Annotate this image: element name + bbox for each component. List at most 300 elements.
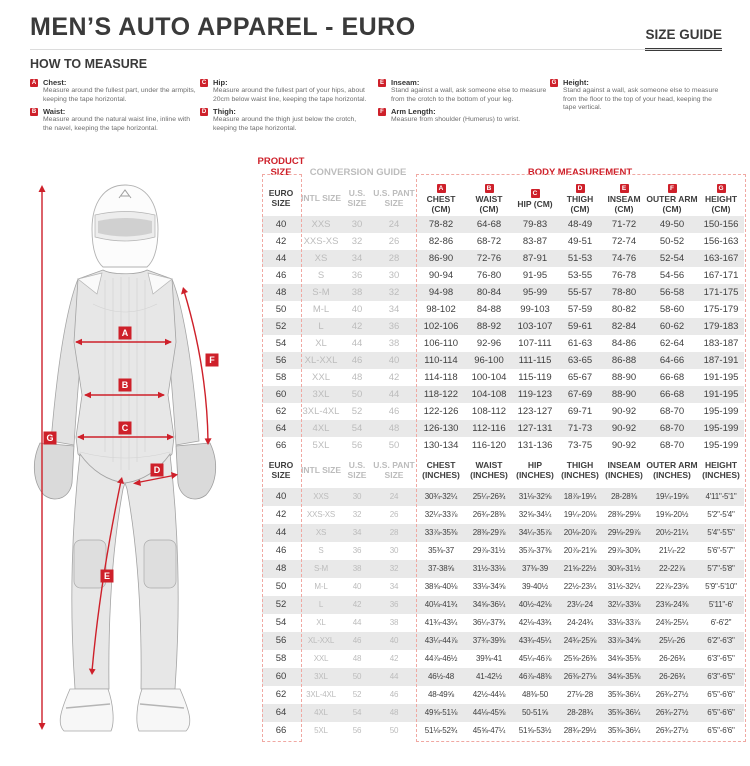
table-cell: 31½-33⅛ [466, 560, 512, 578]
helmet-visor-band [98, 218, 152, 237]
table-cell: 59-61 [558, 318, 602, 335]
measure-letter-badge: G [551, 80, 557, 86]
measure-letter-badge: A [31, 80, 37, 86]
table-cell: 54-56 [659, 269, 685, 281]
table-cell: 94-98 [416, 284, 466, 301]
table-cell: 50 [342, 386, 372, 403]
table-cell: 42 [342, 596, 372, 614]
column-header-cm: D THIGH (CM) [566, 184, 594, 214]
table-cell: 36¼-37¾ [472, 617, 506, 627]
column-letter-badge: C [531, 189, 540, 198]
table-cell: 88-92 [466, 318, 512, 335]
table-cell: XS [300, 250, 342, 267]
table-cell: 65-67 [567, 371, 593, 383]
table-cell: 71-72 [602, 216, 646, 233]
table-cell: 91-95 [522, 269, 548, 281]
table-cell: 23⅝-24⅜ [646, 596, 698, 614]
table-cell: 62 [275, 405, 287, 417]
table-cell: 69-71 [567, 405, 593, 417]
table-cell: 58 [275, 371, 287, 383]
column-header-inches: OUTER ARM (INCHES) [646, 460, 698, 480]
column-letter-badge: A [437, 184, 446, 193]
table-cell: 33⅞-35⅜ [416, 524, 466, 542]
table-cell: 5'7"-5'8" [698, 560, 744, 578]
svg-text:F: F [209, 355, 215, 366]
table-cell: 29⅞-30¾ [607, 545, 641, 555]
table-cell: 30 [342, 216, 372, 233]
column-header-inches: THIGH (INCHES) [561, 460, 599, 480]
table-cell: 44 [372, 668, 416, 686]
table-cell: 37⅜-39 [512, 560, 558, 578]
column-header-inches: WAIST (INCHES) [470, 460, 508, 480]
measure-description: Measure around the natural waist line, inline with the navel, keeping the tape horizontal. [43, 116, 190, 132]
table-cell: 6'5"-6'6" [698, 704, 744, 722]
column-header: INTL SIZE [301, 193, 341, 204]
table-cell: XXS-XS [303, 235, 339, 247]
table-cell: 175-179 [703, 303, 739, 315]
table-cell: 3XL-4XL [302, 405, 340, 417]
figure-right-glove [176, 443, 216, 499]
table-cell: 32¼-33⅛ [602, 596, 646, 614]
column-header-inches: INSEAM (INCHES) [605, 460, 643, 480]
column-header-cm: G HEIGHT (CM) [704, 184, 738, 214]
table-cell: 78-82 [416, 216, 466, 233]
table-cell: 90-92 [602, 420, 646, 437]
measure-label: Hip: [213, 78, 228, 87]
measure-letter-badge: F [378, 108, 386, 116]
table-cell: 52 [351, 405, 363, 417]
table-cell: 6'5"-6'6" [707, 689, 735, 699]
table-cell: 24¾-25⅝ [558, 632, 602, 650]
column-header: U.S. PANT SIZE [373, 460, 415, 480]
table-cell: 68-70 [646, 420, 698, 437]
table-cell: 127-131 [512, 420, 558, 437]
table-cell: 39⅜-41 [476, 653, 502, 663]
table-cell: 31⅛-32⅝ [512, 488, 558, 506]
table-cell: 30 [389, 545, 399, 555]
table-cell: 46 [388, 405, 400, 417]
table-cell: 54 [275, 337, 287, 349]
measure-description: Measure around the thigh just below the crotch, keeping the tape horizontal. [213, 116, 357, 132]
measurement-figure [8, 152, 258, 758]
column-header-cm: A CHEST (CM) [426, 184, 456, 214]
table-cell: 6'3"-6'5" [698, 668, 744, 686]
table-cell: 35⅞-37⅜ [518, 545, 552, 555]
table-cell: 45⅝-47¼ [472, 725, 506, 735]
table-cell: 71-73 [558, 420, 602, 437]
table-cell: 80-82 [611, 303, 637, 315]
table-cell: 187-191 [698, 352, 744, 369]
table-cell: 76-80 [476, 269, 502, 281]
table-cell: 116-120 [471, 439, 507, 451]
table-cell: 110-114 [416, 352, 466, 369]
table-cell: 30¾-31½ [602, 560, 646, 578]
svg-text:C: C [121, 423, 129, 434]
measure-label: Height: [563, 78, 589, 87]
table-cell: 38⅝-40⅛ [424, 581, 458, 591]
table-cell: 49-51 [567, 235, 593, 247]
table-cell: L [300, 596, 342, 614]
table-cell: 58-60 [659, 303, 685, 315]
table-cell: 88-90 [602, 386, 646, 403]
table-cell: 34⅝-36¼ [466, 596, 512, 614]
header-divider [30, 49, 722, 50]
table-cell: S [318, 545, 324, 555]
table-cell: 3XL-4XL [306, 689, 336, 699]
table-cell: 25⅝-26⅜ [563, 653, 597, 663]
table-cell: 86-90 [416, 250, 466, 267]
table-cell: 28¾-29½ [563, 725, 597, 735]
table-cell: 191-195 [703, 371, 739, 383]
table-cell: 50 [275, 581, 287, 593]
table-cell: 57-59 [567, 303, 593, 315]
table-cell: 32 [372, 560, 416, 578]
table-cell: 5'6"-5'7" [707, 545, 735, 555]
measure-letter-badge: B [31, 109, 37, 116]
table-cell: 102-106 [416, 318, 466, 335]
group-header-conversion: CONVERSION GUIDE [309, 166, 407, 178]
table-cell: 4XL [300, 420, 342, 437]
table-cell: 36 [372, 318, 416, 335]
table-cell: 90-92 [611, 439, 637, 451]
table-cell: 34 [389, 581, 399, 591]
table-cell: 195-199 [703, 405, 739, 417]
table-cell: 56-58 [646, 284, 698, 301]
table-cell: 48-49 [558, 216, 602, 233]
table-cell: 56 [262, 632, 300, 650]
measure-label: Inseam: [391, 78, 420, 87]
table-cell: 123-127 [517, 405, 553, 417]
measure-column [378, 78, 550, 136]
table-cell: 40 [262, 216, 300, 233]
table-cell: 60-62 [646, 318, 698, 335]
table-cell: 52 [352, 689, 362, 699]
svg-text:G: G [46, 433, 54, 444]
table-cell: 64-66 [646, 352, 698, 369]
table-cell: 63-65 [558, 352, 602, 369]
table-cell: 131-136 [517, 439, 553, 451]
table-cell: 32 [352, 509, 362, 519]
table-cell: 80-84 [466, 284, 512, 301]
size-guide-link[interactable]: SIZE GUIDE [645, 27, 722, 51]
table-cell: 30¾-32¼ [416, 488, 466, 506]
table-cell: XL-XXL [300, 352, 342, 369]
svg-text:B: B [121, 380, 129, 391]
measure-item [30, 78, 200, 104]
table-cell: 92-96 [476, 337, 502, 349]
column-letter-badge: G [718, 184, 724, 192]
table-cell: 22-22⅞ [646, 560, 698, 578]
table-cell: 20⅞-21⅝ [563, 545, 597, 555]
table-cell: 167-171 [703, 269, 739, 281]
table-cell: 3XL [300, 668, 342, 686]
measure-item [200, 107, 378, 133]
table-cell: 46 [389, 689, 399, 699]
table-cell: 67-69 [558, 386, 602, 403]
table-cell: 19¼-20⅛ [563, 509, 597, 519]
table-cell: 42½-44⅛ [472, 689, 506, 699]
figure-torso [74, 270, 176, 483]
measure-column [30, 78, 200, 136]
table-cell: 76-78 [611, 269, 637, 281]
table-cell: 5'2"-5'4" [707, 509, 735, 519]
table-cell: 36 [351, 269, 363, 281]
table-cell: 40⅛-41¾ [416, 596, 466, 614]
how-to-measure-heading: HOW TO MEASURE [30, 57, 148, 71]
size-table [257, 152, 744, 740]
measure-letter-badge: E [379, 80, 384, 86]
table-cell: 56 [352, 725, 362, 735]
table-cell: 40 [352, 581, 362, 591]
table-cell: 38 [389, 617, 399, 627]
table-cell: XL-XXL [300, 632, 342, 650]
table-cell: 24 [372, 216, 416, 233]
table-cell: 39-40½ [522, 581, 548, 591]
table-cell: 44 [262, 250, 300, 267]
table-cell: 32 [351, 235, 363, 247]
table-cell: 4XL [300, 704, 342, 722]
table-cell: 28⅜-29⅛ [607, 509, 641, 519]
table-cell: 48 [262, 284, 300, 301]
table-cell: 27⅛-28 [567, 689, 593, 699]
table-cell: 6'3"-6'5" [707, 653, 735, 663]
table-cell: 51-53 [558, 250, 602, 267]
table-cell: 29⅛-29⅞ [602, 524, 646, 542]
table-cell: 19⅝-20½ [655, 509, 689, 519]
table-cell: 60 [262, 668, 300, 686]
table-cell: 19¼-19⅝ [646, 488, 698, 506]
table-cell: 112-116 [466, 420, 512, 437]
measure-item [378, 78, 550, 104]
table-cell: 5XL [312, 439, 330, 451]
table-cell: 26-26¾ [659, 653, 685, 663]
table-cell: 41¾-43¼ [424, 617, 458, 627]
table-cell: 6'-6'2" [710, 617, 732, 627]
table-cell: 22½-23¼ [563, 581, 597, 591]
column-header: U.S. SIZE [347, 460, 367, 480]
table-cell: 55-57 [558, 284, 602, 301]
table-cell: 44 [372, 386, 416, 403]
table-cell: 78-80 [602, 284, 646, 301]
table-cell: L [300, 318, 342, 335]
column-letter-badge: F [668, 184, 677, 193]
table-cell: 119-123 [512, 386, 558, 403]
table-cell: 34 [342, 250, 372, 267]
table-cell: 64-68 [466, 216, 512, 233]
measure-letter-badge: D [201, 109, 207, 116]
table-cell: 53-55 [567, 269, 593, 281]
table-cell: 40 [372, 632, 416, 650]
column-header: U.S. SIZE [347, 188, 367, 208]
table-cell: 56 [351, 439, 363, 451]
table-cell: 5'4"-5'5" [698, 524, 744, 542]
column-header: EURO SIZE [268, 188, 294, 208]
table-cell: 107-111 [518, 337, 552, 349]
table-cell: 64 [262, 420, 300, 437]
table-cell: 44 [351, 337, 363, 349]
table-cell: 28-28¾ [558, 704, 602, 722]
table-cell: 40½-42⅛ [512, 596, 558, 614]
table-cell: 50-51⅝ [512, 704, 558, 722]
table-cell: XXL [313, 653, 329, 663]
table-cell: 38 [342, 284, 372, 301]
table-cell: 68-72 [476, 235, 502, 247]
figure-left-glove [34, 443, 74, 499]
measure-item [30, 107, 200, 133]
table-cell: 83-87 [522, 235, 548, 247]
table-cell: 23¼-24 [558, 596, 602, 614]
table-cell: 40 [262, 488, 300, 506]
table-cell: 48 [351, 371, 363, 383]
measure-column [200, 78, 378, 136]
table-cell: 103-107 [512, 318, 558, 335]
column-header: U.S. PANT SIZE [373, 188, 415, 208]
table-cell: 20½-21¼ [646, 524, 698, 542]
table-cell: 44⅞-46½ [424, 653, 458, 663]
table-cell: 82-84 [602, 318, 646, 335]
table-cell: 26¾-27½ [655, 725, 689, 735]
table-cell: 58 [275, 653, 287, 665]
table-cell: XXS [300, 488, 342, 506]
table-cell: 49-50 [646, 216, 698, 233]
table-cell: 95-99 [512, 284, 558, 301]
measure-label: Arm Length: [391, 107, 436, 117]
measure-item [378, 107, 550, 125]
table-cell: 56 [262, 352, 300, 369]
table-cell: 45¼-46⅞ [518, 653, 552, 663]
table-cell: 84-88 [476, 303, 502, 315]
column-header-cm: B WAIST (CM) [475, 184, 503, 214]
table-cell: 26⅜-27⅛ [558, 668, 602, 686]
table-cell: 33⅛-33⅞ [607, 617, 641, 627]
table-cell: 108-112 [471, 405, 507, 417]
table-cell: 99-103 [520, 303, 550, 315]
table-cell: 48 [372, 704, 416, 722]
table-cell: 87-91 [512, 250, 558, 267]
table-cell: 68-70 [659, 405, 685, 417]
table-cell: 64 [262, 704, 300, 722]
how-to-measure-columns [30, 78, 722, 136]
table-cell: 156-163 [703, 235, 739, 247]
table-cell: 66-68 [659, 371, 685, 383]
table-cell: 31½-32¼ [607, 581, 641, 591]
column-header-inches: HIP (INCHES) [516, 460, 554, 480]
table-cell: 122-126 [423, 405, 459, 417]
table-cell: 26¾-28⅜ [472, 509, 506, 519]
column-header-cm: E INSEAM (CM) [607, 184, 641, 214]
table-cell: 28 [372, 250, 416, 267]
table-cell: 29⅞-31½ [472, 545, 506, 555]
table-cell: 21⅝-22½ [558, 560, 602, 578]
table-cell: M-L [314, 581, 328, 591]
table-cell: 5'9"-5'10" [705, 581, 737, 591]
column-letter-badge: D [576, 184, 585, 193]
svg-text:E: E [103, 571, 111, 582]
table-cell: 34⅝-35⅜ [607, 653, 641, 663]
table-cell: 6'2"-6'3" [698, 632, 744, 650]
table-cell: 46½-48 [416, 668, 466, 686]
table-cell: 86-88 [602, 352, 646, 369]
table-cell: 100-104 [471, 371, 507, 383]
table-cell: 66 [275, 439, 287, 451]
table-cell: 26-26¾ [646, 668, 698, 686]
measure-description: Stand against a wall, ask someone else to measure from the floor to the top of your head, keeping the tape vertical. [563, 87, 719, 112]
table-cell: 4'11"-5'1" [698, 488, 744, 506]
table-cell: 50-52 [659, 235, 685, 247]
table-cell: 38 [342, 560, 372, 578]
table-cell: 96-100 [466, 352, 512, 369]
table-cell: 98-102 [426, 303, 456, 315]
table-cell: 195-199 [703, 439, 739, 451]
right-knee-pad [144, 540, 176, 588]
table-cell: 50 [389, 725, 399, 735]
table-cell: 48 [352, 653, 362, 663]
table-cell: 25¼-26 [646, 632, 698, 650]
table-cell: 28⅜-29⅞ [466, 524, 512, 542]
table-cell: 43¾-45¼ [512, 632, 558, 650]
table-cell: 24-24¾ [567, 617, 593, 627]
table-cell: 20⅛-20⅞ [558, 524, 602, 542]
table-cell: 5'11"-6' [698, 596, 744, 614]
table-cell: 21¼-22 [659, 545, 685, 555]
table-cell: 33⅞-34⅝ [602, 632, 646, 650]
table-cell: XL [315, 337, 327, 349]
column-letter-badge: B [485, 184, 494, 193]
svg-text:A: A [121, 328, 129, 339]
table-cell: 50 [388, 439, 400, 451]
table-cell: 126-130 [416, 420, 466, 437]
table-cell: 73-75 [567, 439, 593, 451]
table-cell: 104-108 [466, 386, 512, 403]
table-cell: 66-68 [646, 386, 698, 403]
table-cell: 33⅛-34⅝ [472, 581, 506, 591]
table-cell: 30 [388, 269, 400, 281]
measure-description: Measure from shoulder (Humerus) to wrist. [391, 116, 521, 124]
table-cell: 44 [352, 617, 362, 627]
column-header-cm: F OUTER ARM (CM) [646, 184, 698, 214]
table-cell: 36 [372, 596, 416, 614]
table-cell: 51⅝-53½ [518, 725, 552, 735]
table-cell: 106-110 [423, 337, 459, 349]
table-cell: 68-70 [659, 439, 685, 451]
table-cell: 42⅛-43¾ [518, 617, 552, 627]
table-cell: 66 [275, 725, 287, 737]
table-cell: 18⅞-19¼ [558, 488, 602, 506]
table-cell: XXL [312, 371, 330, 383]
table-cell: 44⅛-45⅝ [466, 704, 512, 722]
table-cell: 49⅝-51⅛ [416, 704, 466, 722]
table-cell: S-M [300, 560, 342, 578]
column-header: INTL SIZE [301, 465, 341, 476]
measure-item [550, 78, 722, 113]
table-cell: 62 [275, 689, 287, 701]
table-cell: 60 [262, 386, 300, 403]
table-cell: 50 [342, 668, 372, 686]
table-cell: 48⅜-50 [522, 689, 548, 699]
table-cell: 183-187 [703, 337, 739, 349]
table-cell: 26¾-27½ [655, 689, 689, 699]
measure-description: Measure around the fullest part of your hips, about 20cm below waist line, keeping the tape horizontal. [213, 87, 367, 103]
table-cell: 72-76 [466, 250, 512, 267]
table-cell: 114-118 [424, 371, 458, 383]
table-cell: 35⅜-36¼ [607, 689, 641, 699]
table-cell: XL [316, 617, 326, 627]
table-cell: 35⅜-36¼ [602, 704, 646, 722]
column-header-inches: HEIGHT (INCHES) [702, 460, 740, 480]
table-cell: 118-122 [416, 386, 466, 403]
table-cell: 35⅜-36¼ [607, 725, 641, 735]
table-cell: 115-119 [518, 371, 552, 383]
